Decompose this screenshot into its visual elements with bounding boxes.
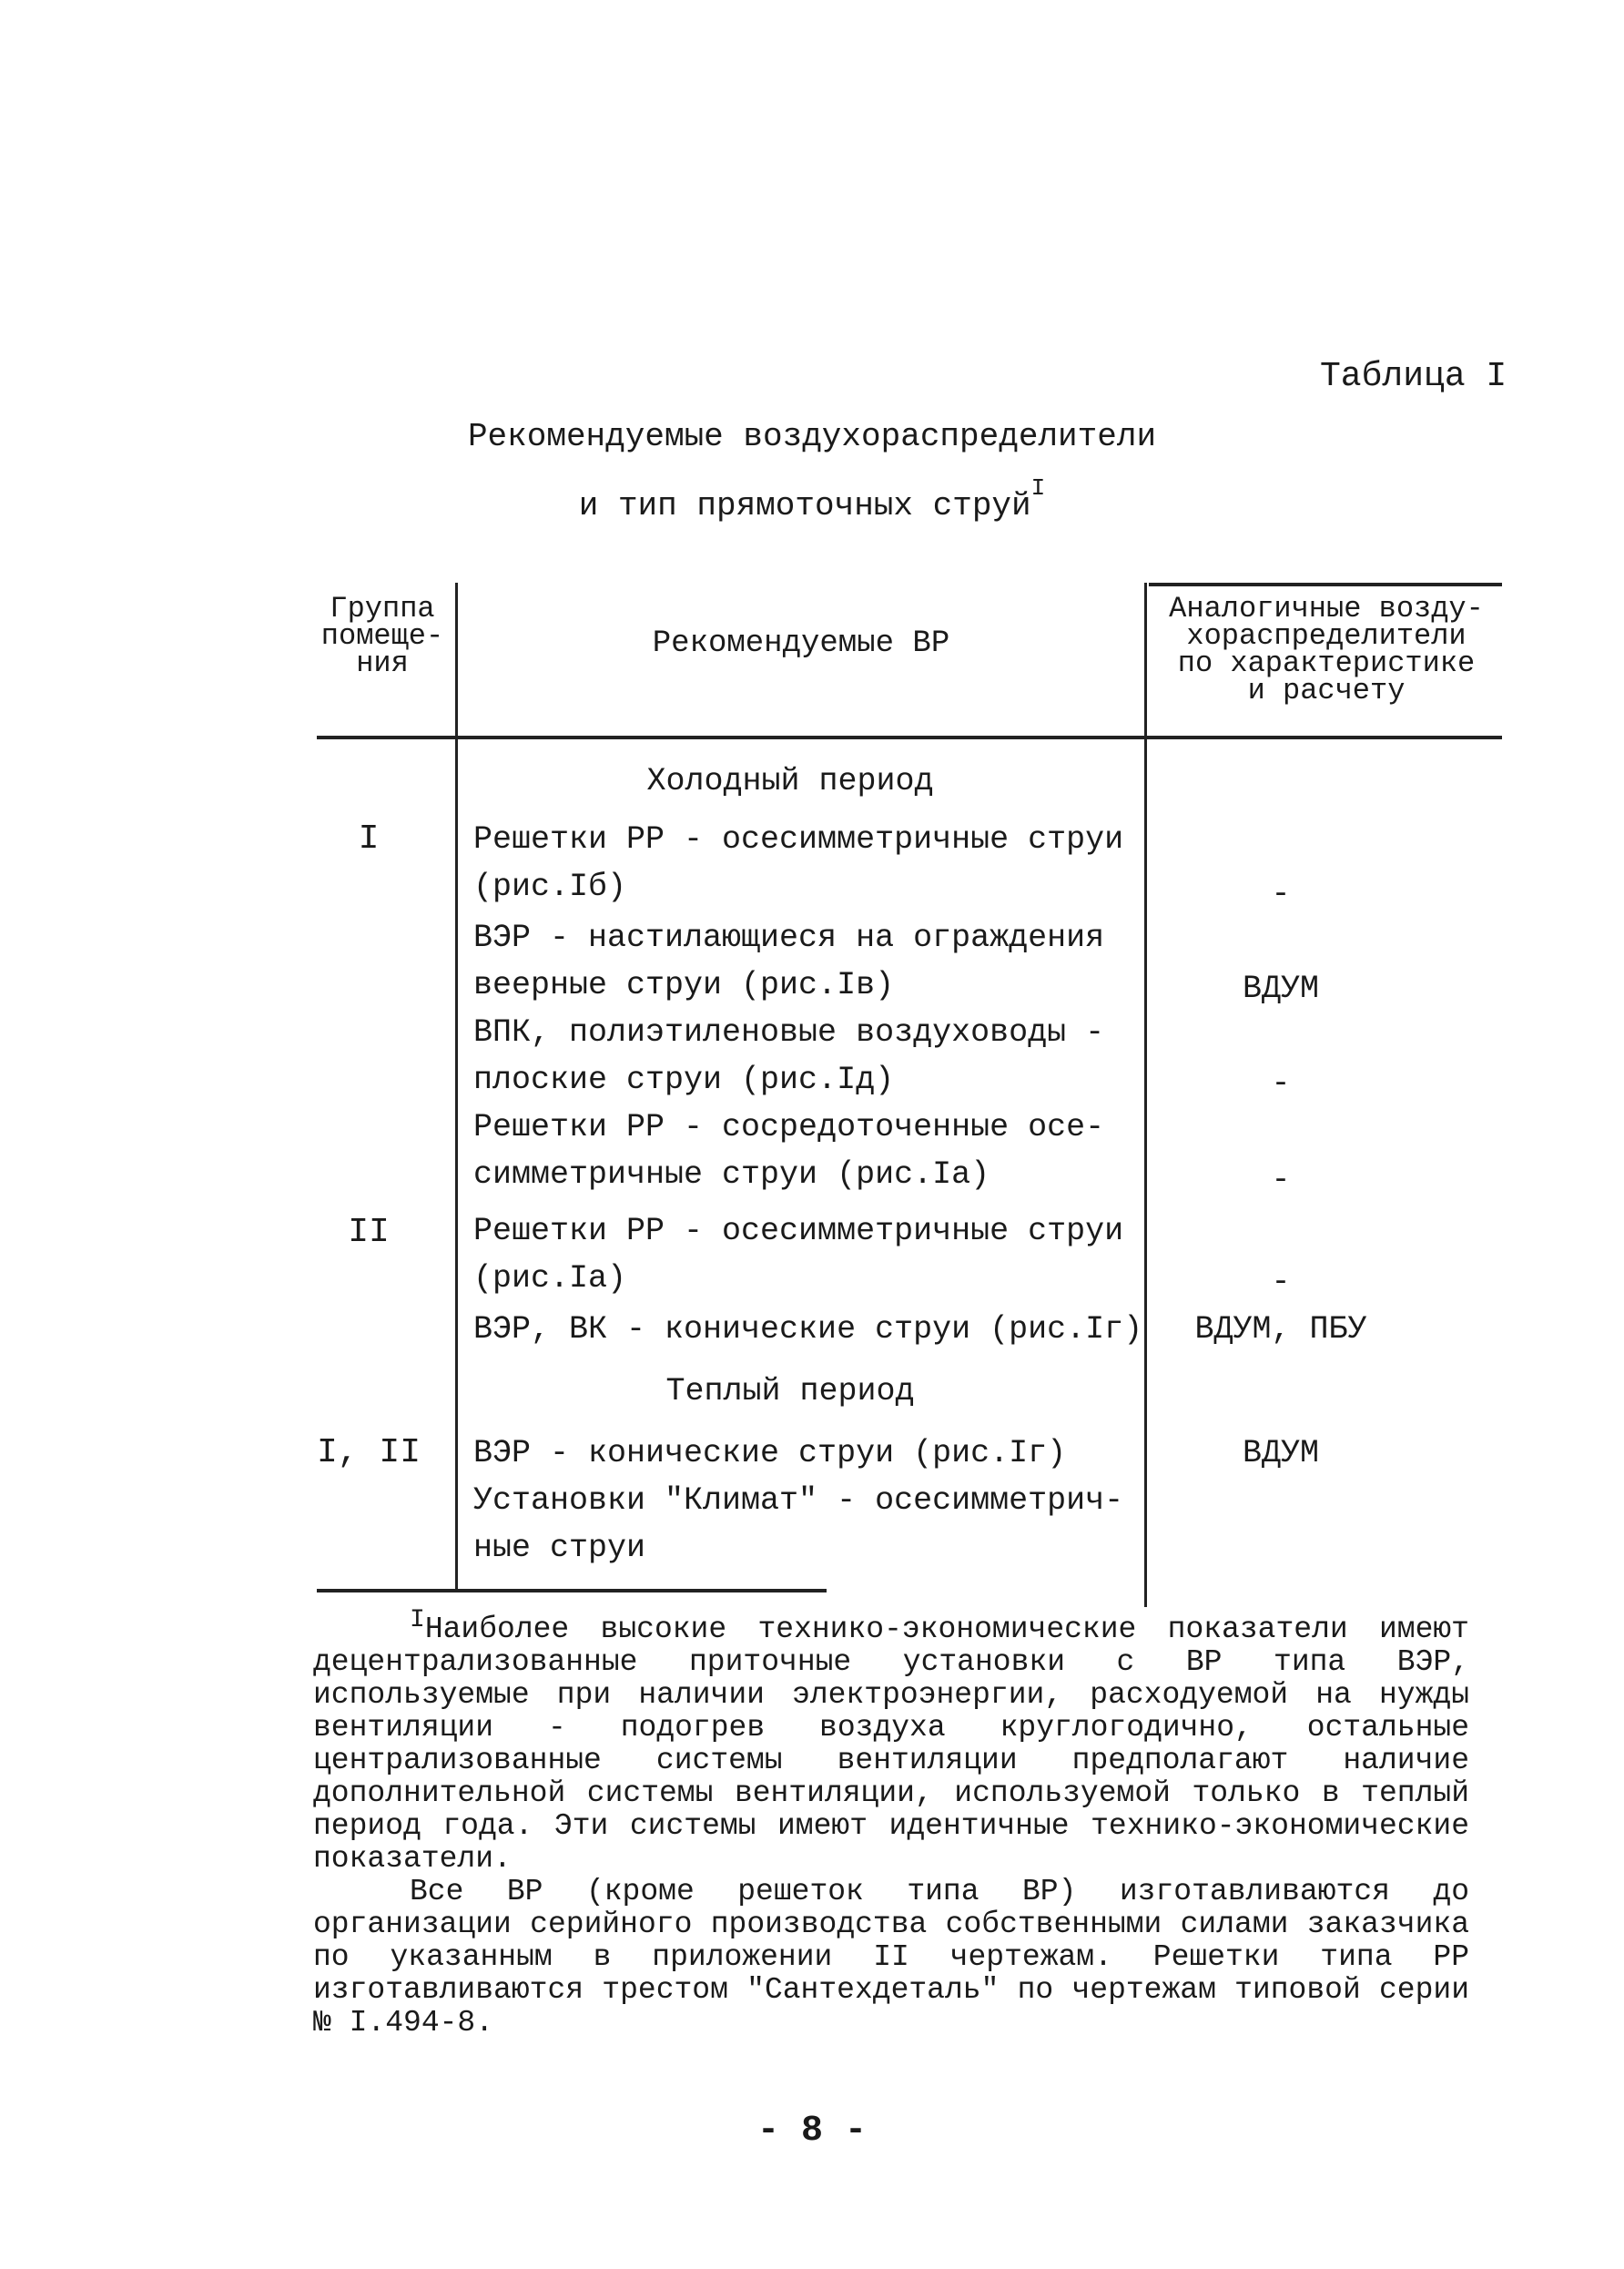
- header-analog-line: хораспределители: [1186, 619, 1467, 653]
- table-title-line1: Рекомендуемые воздухораспределители: [467, 418, 1157, 455]
- page-number: - 8 -: [756, 2111, 868, 2152]
- group-label: I, II: [316, 1433, 421, 1472]
- table-row: [473, 1014, 1104, 1098]
- footnote-paragraph-1: [313, 1604, 1469, 1876]
- row-line: Установки "Климат" - осесимметрич-: [473, 1482, 1124, 1519]
- table-row: [473, 821, 1123, 905]
- title-footnote-mark: I: [1030, 474, 1046, 502]
- table-row: [473, 1109, 1104, 1193]
- period-cold: Холодный период: [646, 763, 934, 799]
- table-row: [473, 1482, 1123, 1566]
- table-row: [473, 1213, 1123, 1297]
- table-row: [473, 920, 1104, 1003]
- analog-value: -: [1271, 1264, 1291, 1300]
- table-row: [473, 1435, 1066, 1471]
- table-bottom-rule: [317, 1589, 827, 1592]
- row-line: Решетки РР - сосредоточенные осе-: [473, 1109, 1105, 1145]
- row-line: симметричные струи (рис.Iа): [473, 1156, 990, 1193]
- row-line: ВЭР - конические струи (рис.Iг): [473, 1435, 1067, 1471]
- table-header-rule: [317, 736, 1502, 739]
- footnote-text-1: Наиболее высокие технико-экономические показатели имеют децентрализованные приточные установки с ВР типа ВЭР, используемые при наличии электроэнергии, расходуемой на нужды вентиляции - подогрев воздуха круглогодично, остальные централизованные системы вентиляции предполагают наличие дополнительной системы вентиляции, используемой только в теплый период года. Эти системы имеют идентичные технико-экономические показатели.: [313, 1613, 1469, 1876]
- footnote: [313, 1604, 1469, 2040]
- header-analog-line: Аналогичные возду-: [1169, 592, 1484, 626]
- row-line: ные струи: [473, 1530, 646, 1566]
- analog-value: ВДУМ: [1242, 1435, 1319, 1471]
- row-line: ВЭР, ВК - конические струи (рис.Iг): [473, 1311, 1143, 1348]
- header-group: [310, 592, 455, 680]
- analog-value: -: [1271, 876, 1291, 912]
- table-top-rule: [1149, 583, 1502, 586]
- row-line: (рис.Iб): [473, 869, 627, 905]
- row-line: (рис.Iа): [473, 1260, 627, 1297]
- row-line: веерные струи (рис.Iв): [473, 967, 895, 1003]
- header-analog: [1149, 592, 1504, 707]
- row-line: ВПК, полиэтиленовые воздуховоды -: [473, 1014, 1105, 1051]
- row-line: ВЭР - настилающиеся на ограждения: [473, 920, 1105, 956]
- table-col-divider-1: [455, 583, 458, 1589]
- table-title-text: и тип прямоточных струй: [578, 487, 1031, 524]
- header-analog-line: и расчету: [1247, 674, 1406, 707]
- table-row: [473, 1311, 1142, 1348]
- row-line: Решетки РР - осесимметричные струи: [473, 1213, 1124, 1249]
- header-group-line: ния: [356, 646, 409, 680]
- group-label: I: [358, 819, 380, 859]
- header-group-line: помеще-: [320, 619, 444, 653]
- group-label: II: [348, 1213, 390, 1252]
- period-warm: Теплый период: [665, 1373, 915, 1409]
- footnote-mark: I: [410, 1606, 425, 1634]
- analog-value: ВДУМ, ПБУ: [1194, 1311, 1367, 1348]
- row-line: плоские струи (рис.Iд): [473, 1062, 895, 1098]
- header-group-line: Группа: [330, 592, 435, 626]
- analog-value: ВДУМ: [1242, 971, 1319, 1007]
- analog-value: -: [1271, 1162, 1291, 1198]
- header-recommended: Рекомендуемые ВР: [652, 626, 950, 661]
- table-title-line2: [0, 463, 1624, 532]
- header-analog-line: по характеристике: [1177, 646, 1476, 680]
- row-line: Решетки РР - осесимметричные струи: [473, 821, 1124, 858]
- analog-value: -: [1271, 1065, 1291, 1102]
- footnote-paragraph-2: Все ВР (кроме решеток типа ВР) изготавливаются до организации серийного производства собственными силами заказчика по указанным в приложении II чертежам. Решетки типа РР изготавливаются трестом "Сантехдеталь" по чертежам типовой серии № I.494-8.: [313, 1875, 1469, 2040]
- table-label: Таблица I: [1320, 357, 1507, 396]
